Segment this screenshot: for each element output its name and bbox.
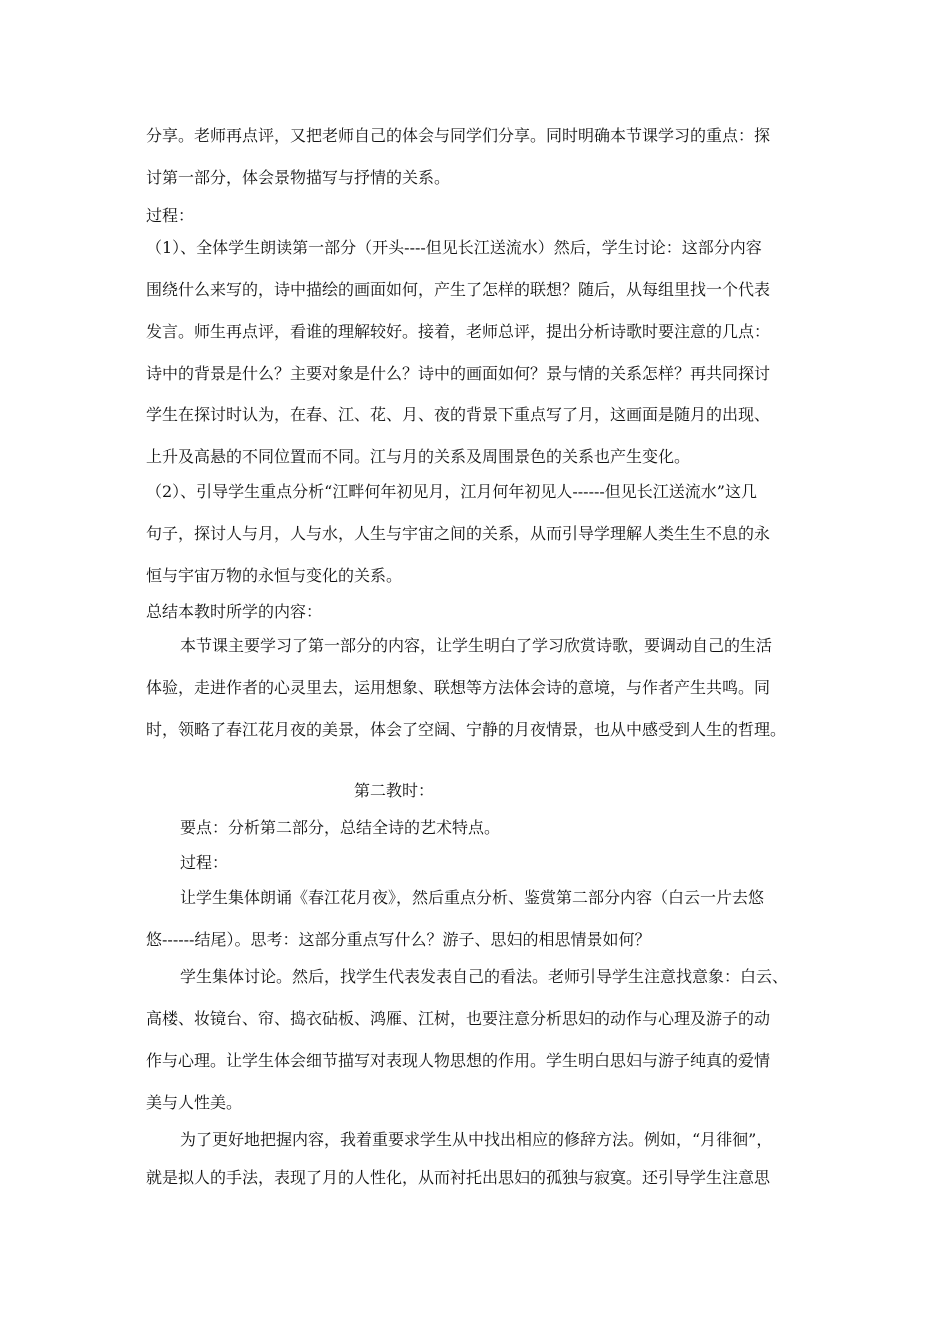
- section-title: 第二教时：: [354, 781, 435, 800]
- paragraph-line: 学生集体讨论。然后，找学生代表发表自己的看法。老师引导学生注意找意象：白云、: [180, 967, 789, 986]
- text-line: 讨第一部分，体会景物描写与抒情的关系。: [146, 168, 451, 187]
- paragraph-line: 让学生集体朗诵《春江花月夜》，然后重点分析、鉴赏第二部分内容（白云一片去悠: [180, 888, 765, 907]
- section-heading: 总结本教时所学的内容：: [146, 602, 323, 621]
- text-line: （1）、全体学生朗读第一部分（开头----但见长江送流水）然后，学生讨论：这部分内容: [146, 238, 762, 257]
- paragraph-line: 本节课主要学习了第一部分的内容，让学生明白了学习欣赏诗歌，要调动自己的生活: [180, 636, 773, 655]
- text-line: 诗中的背景是什么？主要对象是什么？诗中的画面如何？景与情的关系怎样？再共同探讨: [146, 364, 771, 383]
- text-line: 过程：: [146, 206, 195, 225]
- text-line: 学生在探讨时认为，在春、江、花、月、夜的背景下重点写了月，这画面是随月的出现、: [146, 405, 771, 424]
- text-line: 作与心理。让学生体会细节描写对表现人物思想的作用。学生明白思妇与游子纯真的爱情: [146, 1051, 771, 1070]
- paragraph-line: 要点：分析第二部分，总结全诗的艺术特点。: [180, 818, 501, 837]
- text-line: 就是拟人的手法，表现了月的人性化，从而衬托出思妇的孤独与寂寞。还引导学生注意思: [146, 1168, 771, 1187]
- text-line: （2）、引导学生重点分析“江畔何年初见月，江月何年初见人------但见长江送流水”这几: [146, 482, 757, 501]
- text-line: 时，领略了春江花月夜的美景，体会了空阔、宁静的月夜情景，也从中感受到人生的哲理。: [146, 720, 787, 739]
- text-line: 恒与宇宙万物的永恒与变化的关系。: [146, 566, 403, 585]
- paragraph-line: 为了更好地把握内容，我着重要求学生从中找出相应的修辞方法。例如，“月徘徊”，: [180, 1130, 773, 1149]
- text-line: 悠------结尾）。思考：这部分重点写什么？游子、思妇的相思情景如何？: [146, 930, 651, 949]
- text-line: 美与人性美。: [146, 1093, 243, 1112]
- text-line: 高楼、妆镜台、帘、捣衣砧板、鸿雁、江树，也要注意分析思妇的动作与心理及游子的动: [146, 1009, 771, 1028]
- text-line: 围绕什么来写的，诗中描绘的画面如何，产生了怎样的联想？随后，从每组里找一个代表: [146, 280, 771, 299]
- text-line: 上升及高悬的不同位置而不同。江与月的关系及周围景色的关系也产生变化。: [146, 447, 691, 466]
- text-line: 体验，走进作者的心灵里去，运用想象、联想等方法体会诗的意境，与作者产生共鸣。同: [146, 678, 771, 697]
- text-line: 发言。师生再点评，看谁的理解较好。接着，老师总评，提出分析诗歌时要注意的几点：: [146, 322, 771, 341]
- text-line: 句子，探讨人与月，人与水，人生与宇宙之间的关系，从而引导学理解人类生生不息的永: [146, 524, 771, 543]
- text-line: 分享。老师再点评，又把老师自己的体会与同学们分享。同时明确本节课学习的重点：探: [146, 126, 771, 145]
- paragraph-line: 过程：: [180, 853, 229, 872]
